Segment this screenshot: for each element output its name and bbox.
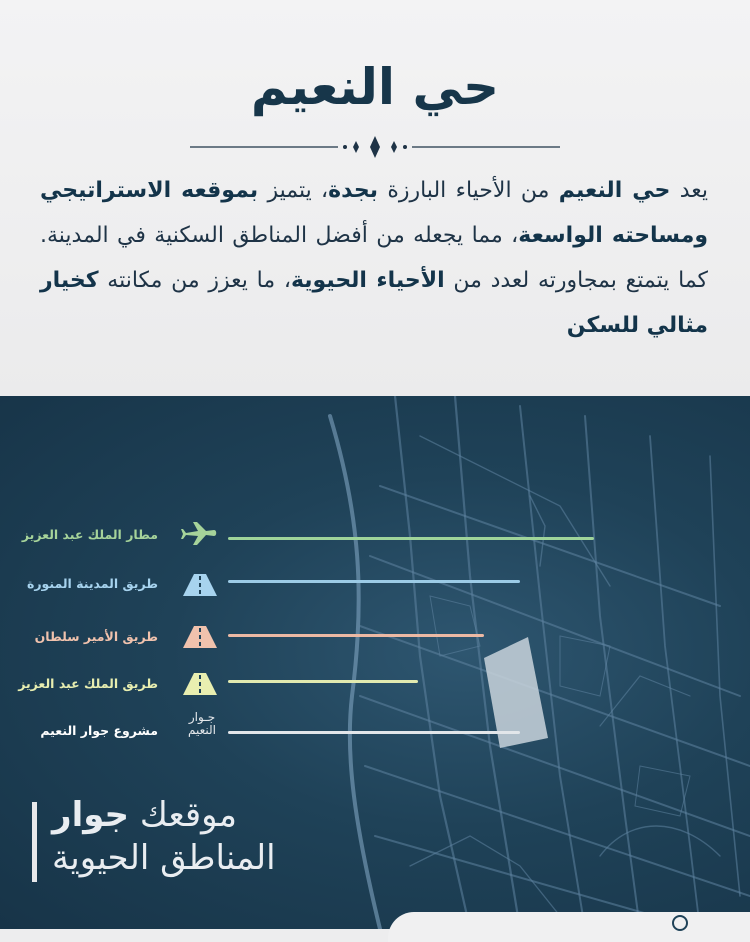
legend-line-project: [228, 731, 520, 734]
tagline-bold: جوار: [52, 795, 130, 835]
project-logo-icon: [181, 711, 223, 737]
legend-line-king-abdulaziz-road: [228, 680, 418, 683]
tagline-accent-bar: [32, 802, 37, 882]
legend-line-airport: [228, 537, 594, 540]
road-icon: [180, 670, 220, 698]
legend-label-project: مشروع جوار النعيم: [40, 723, 158, 738]
intro-text: ، ما يعزز من مكانته: [98, 268, 291, 293]
bottom-panel-edge: [388, 912, 750, 942]
intro-highlight: بموقعه الاستراتيجي ومساحته الواسعة: [40, 178, 708, 248]
airplane-icon: [180, 520, 220, 548]
intro-section: [0, 0, 750, 396]
legend-label-madinah-road: طريق المدينة المنورة: [26, 576, 158, 591]
project-logo-line1: جـوار: [188, 710, 216, 724]
intro-text: من الأحياء البارزة: [377, 178, 559, 203]
legend-label-prince-sultan-road: طريق الأمير سلطان: [34, 629, 158, 644]
page-title: حي النعيم: [250, 58, 500, 116]
map-section: [0, 396, 750, 929]
tagline-line1: [52, 794, 312, 837]
legend-line-prince-sultan-road: [228, 634, 484, 637]
road-icon: [180, 623, 220, 651]
legend-label-airport: مطار الملك عبد العزيز: [21, 527, 158, 542]
intro-highlight: بجدة: [328, 178, 378, 203]
legend-label-king-abdulaziz-road: طريق الملك عبد العزيز: [18, 676, 158, 691]
road-icon: [180, 571, 220, 599]
intro-highlight: حي النعيم: [558, 178, 671, 203]
tagline-line2: المناطق الحيوية: [52, 838, 276, 878]
intro-highlight: كخيار مثالي للسكن: [40, 268, 708, 338]
intro-highlight: الأحياء الحيوية: [290, 268, 445, 293]
intro-text: ، مما يجعله من أفضل المناطق السكنية في المدينة. كما يتمتع بمجاورته لعدد من: [40, 223, 709, 293]
legend-line-madinah-road: [228, 580, 520, 583]
tagline-prefix: موقعك: [129, 795, 237, 835]
intro-text: يعد: [670, 178, 708, 203]
ornament-divider: [190, 146, 560, 148]
project-logo-line2: النعيم: [187, 723, 216, 737]
tagline: [52, 794, 312, 880]
intro-text: ، يتميز: [258, 178, 329, 203]
intro-paragraph: [40, 168, 708, 348]
